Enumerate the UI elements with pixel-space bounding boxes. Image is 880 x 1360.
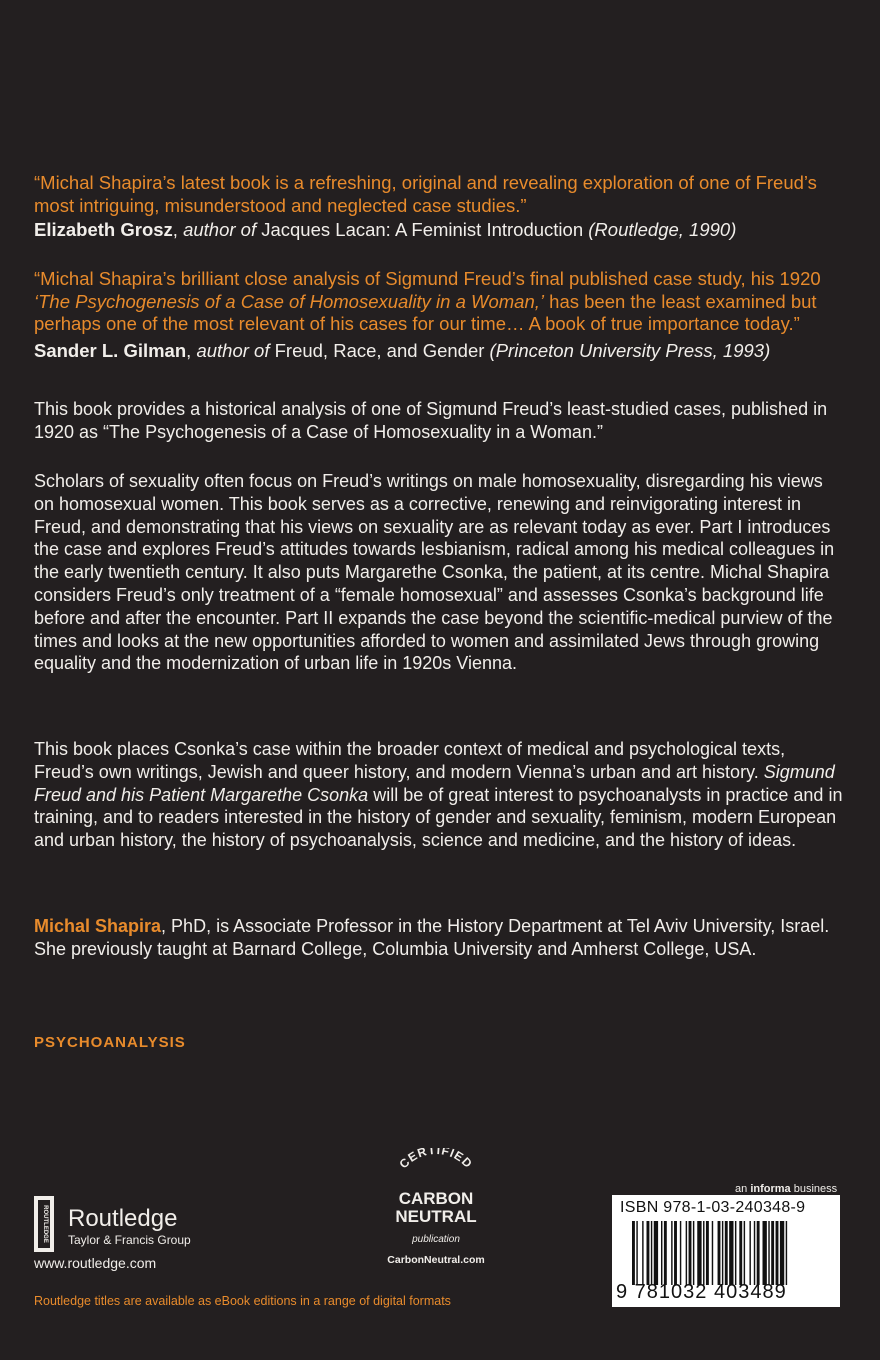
ebook-note: Routledge titles are available as eBook editions in a range of digital formats — [34, 1294, 451, 1308]
barcode-bar — [636, 1221, 637, 1285]
barcode-bar — [786, 1221, 787, 1285]
barcode-bar — [689, 1221, 692, 1285]
praise-book-1: Jacques Lacan: A Feminist Introduction — [261, 219, 584, 240]
barcode-bar — [651, 1221, 652, 1285]
author-of-1: author of — [183, 219, 257, 240]
isbn-label: ISBN 978-1-03-240348-9 — [620, 1199, 806, 1216]
barcode-bar — [647, 1221, 650, 1285]
logo-vertical-text: ROUTLEDGE — [42, 1205, 48, 1243]
barcode-bar — [718, 1221, 721, 1285]
barcode-bar — [749, 1221, 750, 1285]
barcode-bar — [754, 1221, 755, 1285]
barcode-bar — [693, 1221, 694, 1285]
barcode-bar — [674, 1221, 677, 1285]
carbon-site[interactable]: CarbonNeutral.com — [387, 1254, 485, 1266]
author-name: Michal Shapira — [34, 916, 162, 936]
isbn-barcode — [612, 1195, 840, 1307]
subject-category: PSYCHOANALYSIS — [34, 1034, 186, 1051]
carbon-certified: CERTIFIED — [396, 1148, 476, 1172]
informa-prefix: an — [735, 1183, 748, 1195]
description-paragraph-3 — [34, 738, 846, 852]
barcode-bar — [763, 1221, 767, 1285]
informa-business — [735, 1183, 837, 1195]
barcode-bar — [739, 1221, 742, 1285]
praise-quote-2-start: “Michal Shapira’s brilliant close analysis of Sigmund Freud’s final published case study, his 1920 — [34, 268, 821, 289]
barcode-bar — [661, 1221, 662, 1285]
svg-text:CERTIFIED — [397, 1148, 476, 1171]
publisher-name: Routledge — [68, 1205, 178, 1232]
description-p3-start: This book places Csonka’s case within the broader context of medical and psychological texts, Freud’s own writings, Jewish and queer history, and modern Vienna’s urban and art history. — [34, 739, 786, 782]
routledge-logo-graphic — [34, 1196, 234, 1256]
barcode-bars — [632, 1221, 832, 1285]
carbon-publication: publication — [412, 1234, 460, 1245]
barcode-bar — [664, 1221, 667, 1285]
barcode-bar — [780, 1221, 784, 1285]
barcode-bar — [632, 1221, 635, 1285]
description-paragraph-2: Scholars of sexuality often focus on Freud’s writings on male homosexuality, disregarding his views on homosexual women. This book serves as a corrective, renewing and reinvigorating interest in Freud, and demonstrating that his views on sexuality are as relevant today as ever. Part I introduces the case and explores Freud’s attitudes towards lesbianism, radical among his medical colleagues in the early twentieth century. It also puts Margarethe Csonka, the patient, at its centre. Michal Shapira considers Freud’s only treatment of a “female homosexual” and assesses Csonka’s background life before and after the encounter. Part II expands the case beyond the scientific-medical purview of the times and looks at the new opportunities afforded to women and assimilated Jews through growing equality and the modernization of urban life in 1920s Vienna. — [34, 471, 835, 674]
barcode-bar — [735, 1221, 736, 1285]
barcode-bar — [744, 1221, 745, 1285]
carbon-neutral-graphic — [380, 1148, 492, 1228]
praise-quote-2-end: has been the least examined but perhaps one of the most relevant of his cases for our time… A book of true importance today.” — [34, 290, 817, 334]
book-title: Sigmund Freud and his Patient Margarethe Csonka — [34, 761, 835, 805]
praise-author-2: Sander L. Gilman — [34, 340, 187, 361]
barcode-bar — [671, 1221, 672, 1285]
publisher-group: Taylor & Francis Group — [68, 1233, 191, 1247]
author-of-2: author of — [196, 340, 270, 361]
author-bio-text: , PhD, is Associate Professor in the History Department at Tel Aviv University, Israel. She previously taught at Barnard College, Columbia University and Amherst College, USA. — [34, 916, 830, 959]
praise-quote-2 — [34, 268, 844, 336]
routledge-logo — [34, 1196, 234, 1261]
publisher-url[interactable]: www.routledge.com — [34, 1255, 157, 1271]
praise-attribution-2: Sander L. Gilman, author of Freud, Race, and Gender (Princeton University Press, 1993) — [34, 340, 771, 361]
description-paragraph-1: This book provides a historical analysis of one of Sigmund Freud’s least-studied cases, published in 1920 as “The Psychogenesis of a Case of Homosexuality in a Woman.” — [34, 399, 828, 442]
praise-publisher-1: (Routledge, 1990) — [588, 219, 737, 240]
isbn-digits: 9 781032 403489 — [616, 1281, 787, 1303]
barcode-bar — [654, 1221, 658, 1285]
praise-quote-1: “Michal Shapira’s latest book is a refreshing, original and revealing exploration of one of Freud’s most intriguing, misunderstood and neglected case studies.” — [34, 172, 817, 216]
author-bio — [34, 915, 846, 961]
barcode-bar — [757, 1221, 760, 1285]
carbon-line1: CARBON — [398, 1189, 474, 1208]
carbon-line2: NEUTRAL — [395, 1207, 477, 1226]
description-p3-end: will be of great interest to psychoanalysts in practice and in training, and to readers interested in the history of gender and sexuality, feminism, modern European and urban history, the history of psychoanalysis, science and medicine, and the history of ideas. — [34, 784, 843, 851]
praise-author-1: Elizabeth Grosz — [34, 219, 173, 240]
barcode-bar — [706, 1221, 709, 1285]
barcode-bar — [722, 1221, 723, 1285]
barcode-bar — [712, 1221, 713, 1285]
barcode-bar — [776, 1221, 779, 1285]
barcode-bar — [697, 1221, 701, 1285]
praise-quote-2-title: ‘The Psychogenesis of a Case of Homosexuality in a Woman,’ — [34, 290, 545, 312]
informa-brand: informa — [750, 1183, 791, 1195]
barcode-bar — [686, 1221, 687, 1285]
informa-suffix: business — [793, 1183, 838, 1195]
carbon-neutral-badge — [380, 1148, 492, 1233]
praise-publisher-2: (Princeton University Press, 1993) — [489, 340, 771, 361]
barcode-bar — [771, 1221, 774, 1285]
barcode-bar — [725, 1221, 728, 1285]
barcode-bar — [680, 1221, 681, 1285]
barcode-bar — [703, 1221, 704, 1285]
praise-attribution-1: Elizabeth Grosz, author of Jacques Lacan: A Feminist Introduction (Routledge, 1990) — [34, 219, 737, 240]
barcode-bar — [729, 1221, 733, 1285]
barcode-bar — [768, 1221, 769, 1285]
praise-book-2: Freud, Race, and Gender — [274, 340, 485, 361]
barcode-bar — [642, 1221, 643, 1285]
